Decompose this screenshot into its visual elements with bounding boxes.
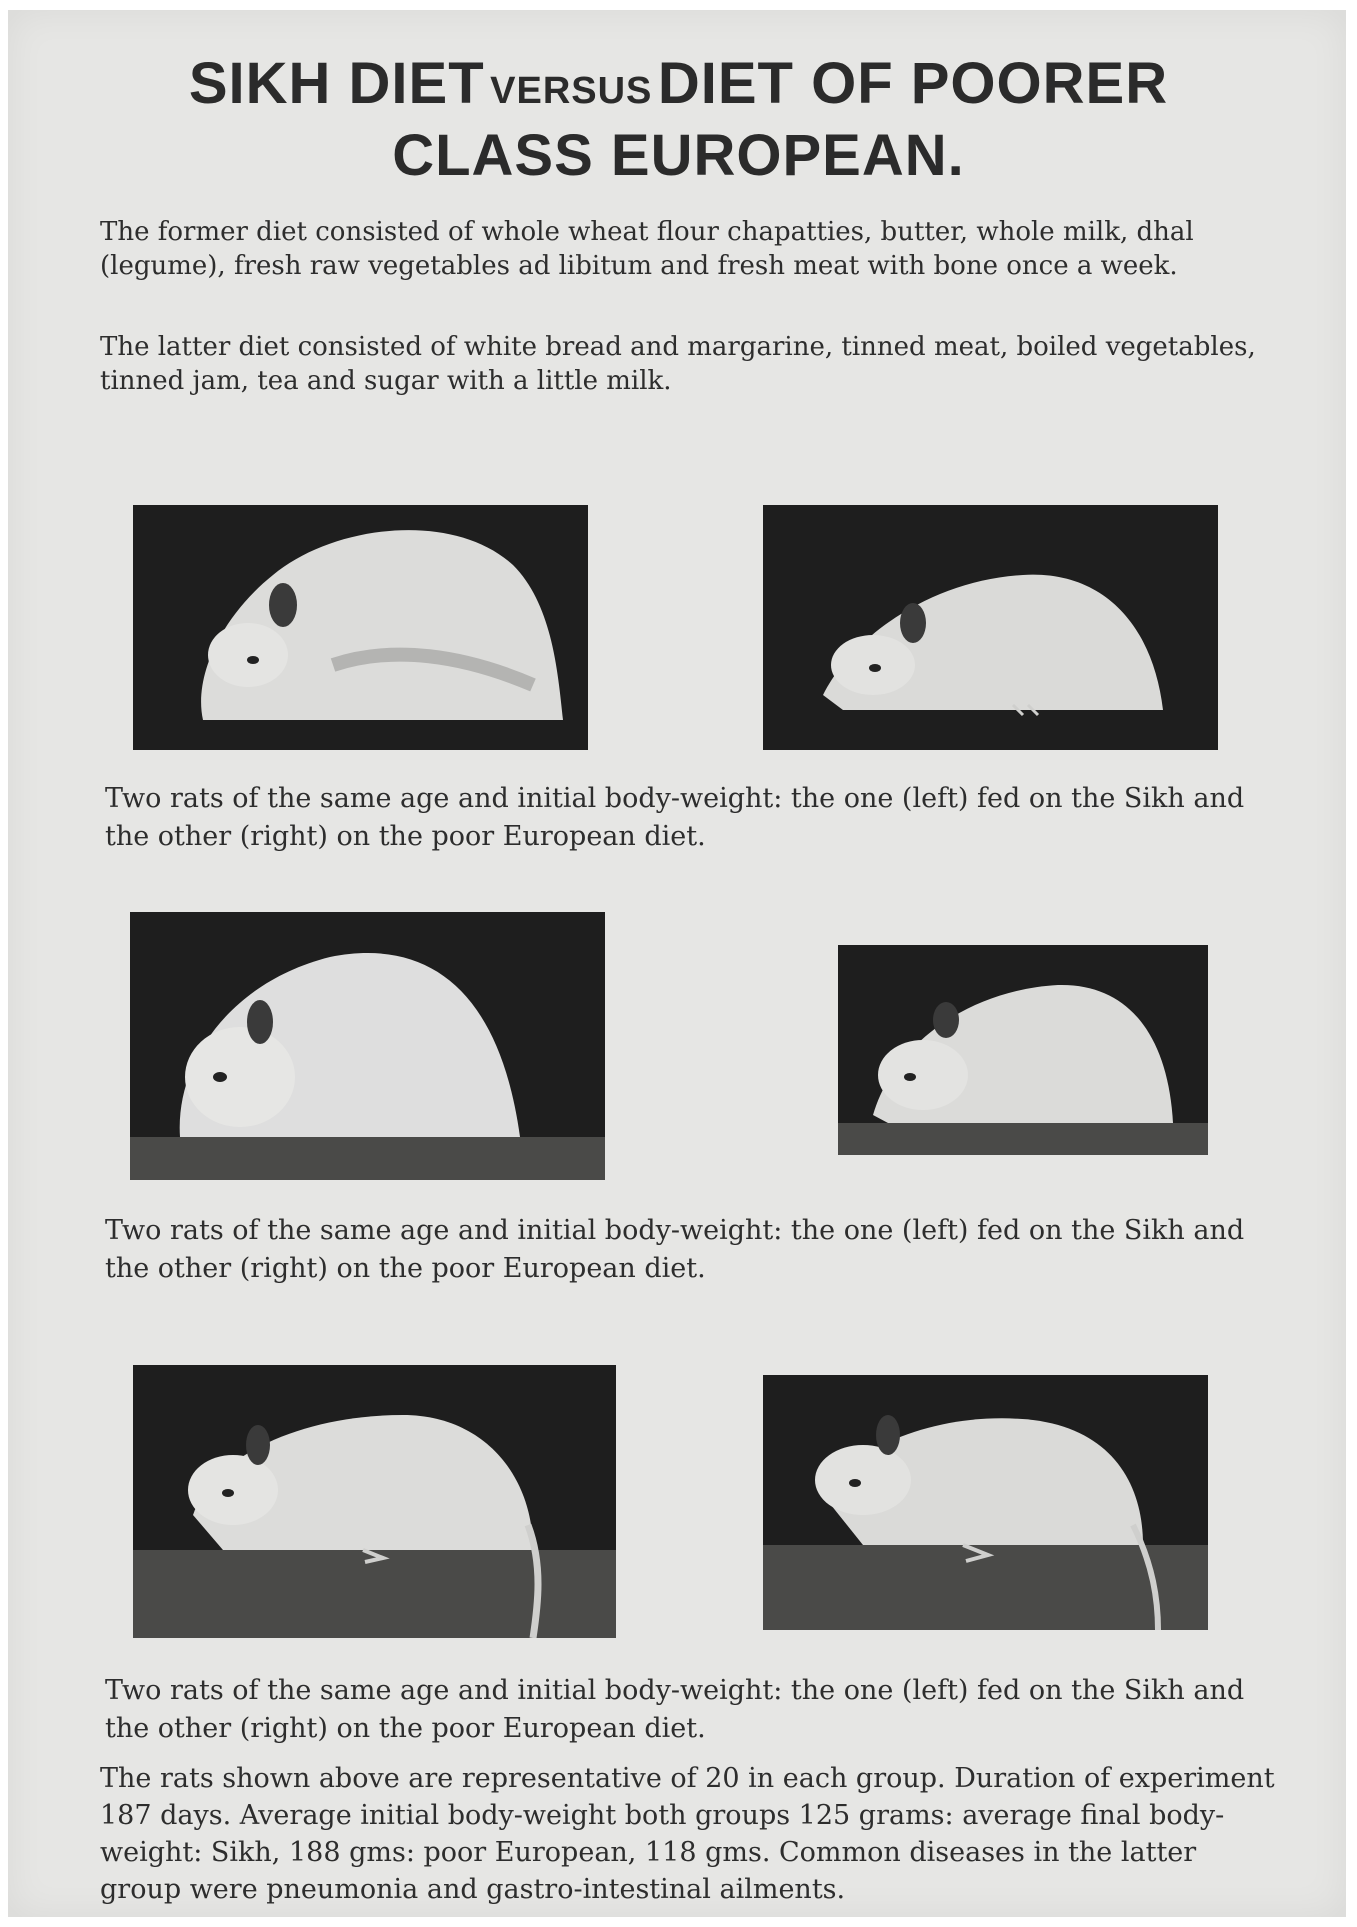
- document-title-line1: [0, 50, 1357, 117]
- title-part1: SIKH DIET: [188, 51, 485, 116]
- experiment-summary: The rats shown above are representative of 20 in each group. Duration of experiment 187 days. Average initial body-weight both groups 125 grams: average final body-weight: Sikh, 188 gms: poor European, 118 gms. Common diseases in the latter group were pneumonia and gastro-intestinal ailments.: [100, 1763, 1275, 1905]
- caption-pair-2: Two rats of the same age and initial body-weight: the one (left) fed on the Sikh and the other (right) on the poor European diet.: [105, 1215, 1245, 1284]
- title-versus: VERSUS: [490, 70, 653, 112]
- title-part2: DIET OF POORER: [657, 51, 1169, 116]
- rat-photo-european-3: [763, 1375, 1208, 1630]
- intro-paragraph-sikh: The former diet consisted of whole wheat flour chapatties, butter, whole milk, dhal (legume), fresh raw vegetables ad libitum and fresh meat with bone once a week.: [100, 217, 1194, 281]
- rat-photo-european-2: [838, 945, 1208, 1155]
- rat-photo-sikh-1: [133, 505, 588, 750]
- rat-photo-sikh-3: [133, 1365, 616, 1638]
- document-title-line2: [0, 122, 1357, 189]
- caption-pair-1: Two rats of the same age and initial body-weight: the one (left) fed on the Sikh and the other (right) on the poor European diet.: [105, 783, 1245, 852]
- intro-paragraph-european: The latter diet consisted of white bread and margarine, tinned meat, boiled vegetables, tinned jam, tea and sugar with a little milk.: [100, 332, 1256, 396]
- caption-pair-3: Two rats of the same age and initial body-weight: the one (left) fed on the Sikh and the other (right) on the poor European diet.: [105, 1675, 1245, 1744]
- rat-photo-sikh-2: [130, 912, 605, 1180]
- rat-photo-european-1: [763, 505, 1218, 750]
- title-line2: CLASS EUROPEAN.: [392, 123, 965, 188]
